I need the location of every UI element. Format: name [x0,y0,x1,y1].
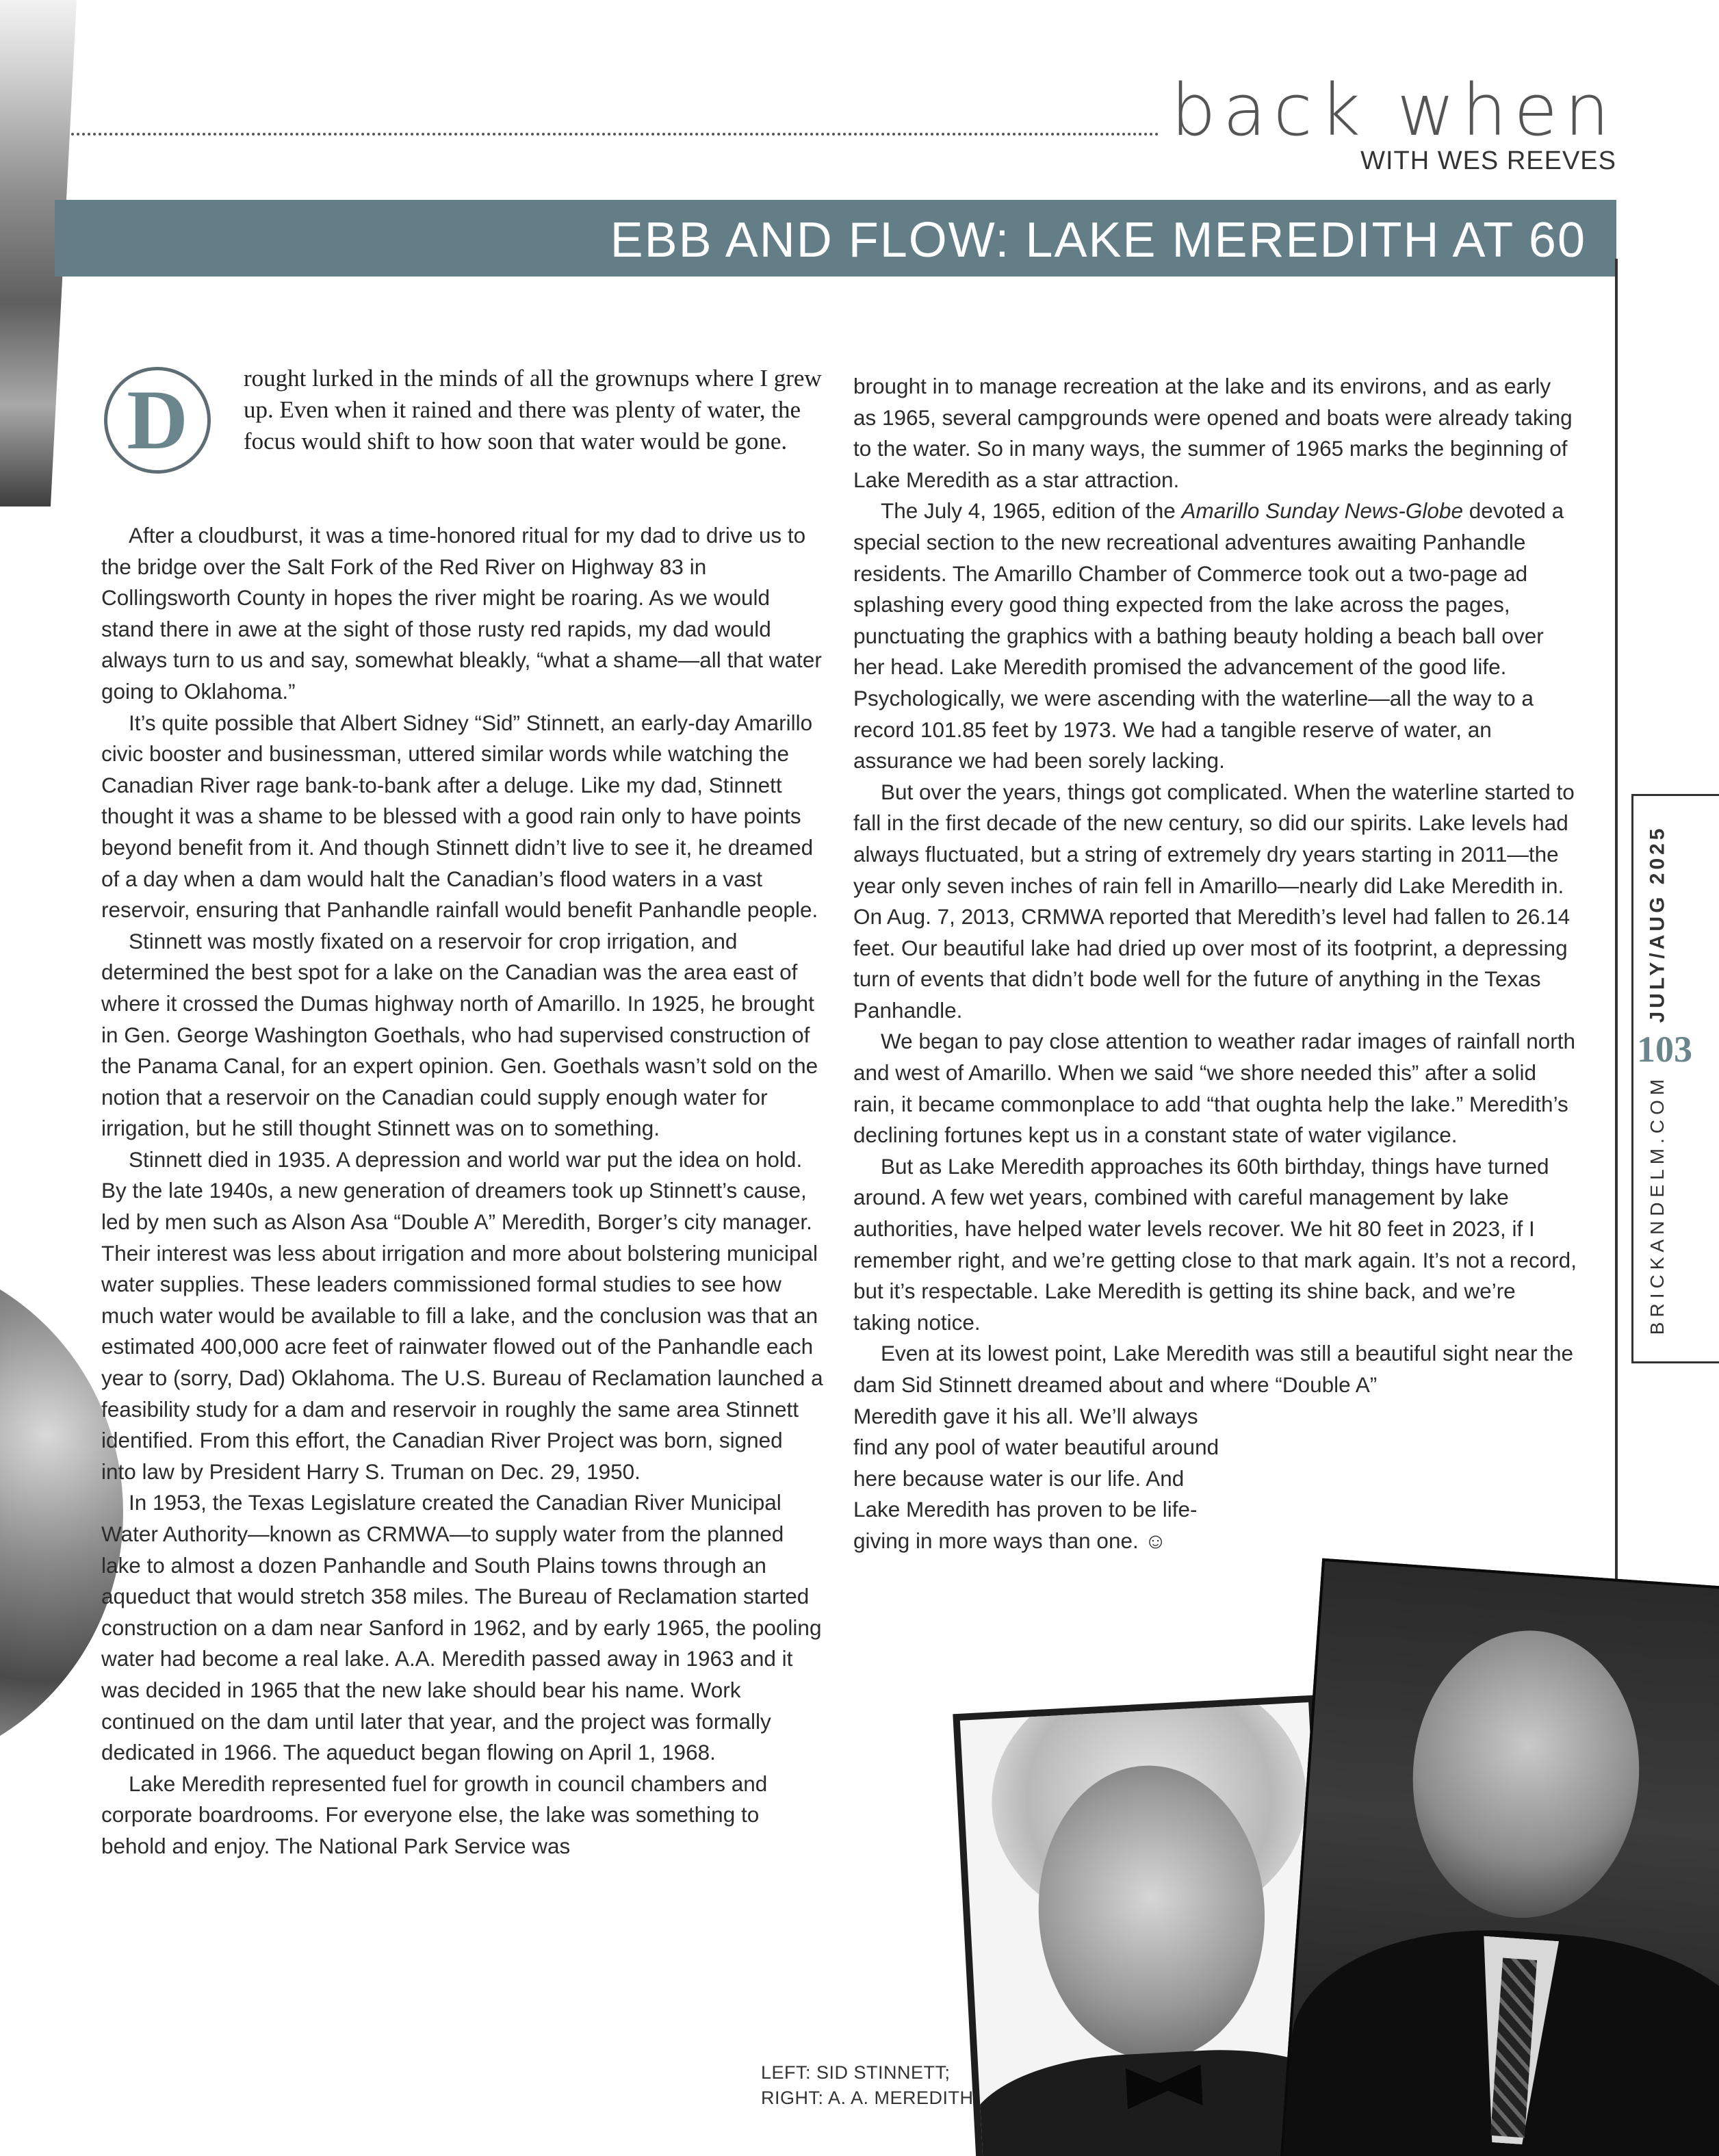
title-banner [55,200,1616,277]
paragraph [853,496,1579,776]
paragraph: Stinnett was mostly fixated on a reservoir for crop irrigation, and determined the best spot for a lake on the Canadian was the area east of where it crossed the Dumas highway north of Amarillo. In 1925, he brought in Gen. George Washington Goethals, who had supervised construction of the Panama Canal, for an expert opinion. Gen. Goethals wasn’t sold on the notion that a reservoir on the Canadian could supply enough water for irrigation, but he still thought Stinnett was on to something. [101,928,818,1141]
paragraph: But over the years, things got complicated. When the waterline started to fall in the first decade of the new century, so did our spirits. Lake levels had always fluctuated, but a string of extremely dry years starting in 2011—the year only seven inches of rain fell in Amarillo—nearly did Lake Meredith in. On Aug. 7, 2013, CRMWA reported that Meredith’s level had fallen to 26.14 feet. Our beautiful lake had dried up over most of its footprint, a depressing turn of events that didn’t bode well for the future of anything in the Texas Panhandle. [853,779,1575,1023]
paragraph: brought in to manage recreation at the lake and its environs, and as early as 1965, several campgrounds were opened and boats were already taking to the water. So in many ways, the summer of 1965 marks the beginning of Lake Meredith as a star attraction. [853,374,1573,492]
drop-cap: D [104,367,211,474]
end-mark-icon: ☺ [1144,1528,1167,1553]
paragraph [853,1401,1237,1557]
paragraph-text: Meredith gave it his all. We’ll always find any pool of water beautiful around here because water is our life. And Lake Meredith has proven to be life-giving in more ways than one. [853,1403,1219,1553]
paragraph: It’s quite possible that Albert Sidney “Sid” Stinnett, an early-day Amarillo civic booster and businessman, uttered similar words while watching the Canadian River rage bank-to-bank after a deluge. Like my dad, Stinnett thought it was a shame to be blessed with a good rain only to have points beyond benefit from it. And though Stinnett didn’t live to see it, he dreamed of a day when a dam would halt the Canadian’s flood waters in a vast reservoir, ensuring that Panhandle rainfall would benefit Panhandle people. [101,710,818,923]
paragraph: But as Lake Meredith approaches its 60th birthday, things have turned around. A few wet years, combined with careful management by lake authorities, have helped water levels recover. We hit 80 feet in 2023, if I remember right, and we’re getting close to that mark again. It’s not a record, but it’s respectable. Lake Meredith is getting its shine back, and we’re taking notice. [853,1153,1577,1335]
sid-stinnett-photo [953,1695,1339,2156]
paragraph: In 1953, the Texas Legislature created the Canadian River Municipal Water Authority—known as CRMWA—to supply water from the planned lake to almost a dozen Panhandle and South Plains towns through an aqueduct that would stretch 358 miles. The Bureau of Reclamation started construction on a dam near Sanford in 1962, and by early 1965, the pooling water had become a real lake. A.A. Meredith passed away in 1963 and it was decided in 1965 that the new lake should bear his name. Work continued on the dam until later that year, and the project was formally dedicated in 1966. The aqueduct began flowing on April 1, 1968. [101,1490,822,1765]
paragraph: We began to pay close attention to weather radar images of rainfall north and west of Amarillo. When we said “we shore needed this” after a solid rain, it became commonplace to add “that oughta help the lake.” Meredith’s declining fortunes kept us in a constant state of water vigilance. [853,1029,1576,1148]
aa-meredith-photo [1279,1558,1719,2156]
paragraph-text: devoted a special section to the new recreational adventures awaiting Panhandle residents. The Amarillo Chamber of Commerce took out a two-page ad splashing every good thing expected from the lake across the pages, punctuating the graphics with a bathing beauty holding a beach ball over her head. Lake Meredith promised the advancement of the good life. Psychologically, we were ascending with the waterline—all the way to a record 101.85 feet by 1973. We had a tangible reserve of water, an assurance we had been sorely lacking. [853,498,1564,773]
column-byline: WITH WES REEVES [1360,146,1616,175]
lede-text: rought lurked in the minds of all the grownups where I grew up. Even when it rained and there was plenty of water, the focus would shift to how soon that water would be gone. [244,365,822,454]
caption-line: LEFT: SID STINNETT; [761,2062,951,2083]
photo-caption [761,2060,974,2111]
dotted-divider [71,133,1159,136]
article-column-right [853,371,1579,1557]
article-lede [104,363,823,500]
article-title: EBB AND FLOW: LAKE MEREDITH AT 60 [610,213,1586,268]
section-kicker: back when [1170,68,1616,152]
page-number: 103 [1637,1029,1692,1070]
paragraph: After a cloudburst, it was a time-honored ritual for my dad to drive us to the bridge over the Salt Fork of the Red River on Highway 83 in Collingsworth County in hopes the river might be roaring. As we would stand there in awe at the sight of those rusty red rapids, my dad would always turn to us and say, somewhat bleakly, “what a shame—all that water going to Oklahoma.” [101,523,822,704]
paragraph: Even at its lowest point, Lake Meredith was still a beautiful sight near the dam Sid Stinnett dreamed about and where “Double A” [853,1341,1574,1397]
caption-line: RIGHT: A. A. MEREDITH [761,2088,974,2108]
article-column-left [101,520,823,1862]
paragraph: Lake Meredith represented fuel for growth in council chambers and corporate boardrooms. For everyone else, the lake was something to behold and enjoy. The National Park Service was [101,1771,768,1858]
paragraph: Stinnett died in 1935. A depression and world war put the idea on hold. By the late 1940s, a new generation of dreamers took up Stinnett’s cause, led by men such as Alson Asa “Double A” Meredith, Borger’s city manager. Their interest was less about irrigation and more about bolstering municipal water supplies. These leaders commissioned formal studies to see how much water would be available to fill a lake, and the conclusion was that an estimated 400,000 acre feet of rainwater flowed out of the Panhandle each year to (sorry, Dad) Oklahoma. The U.S. Bureau of Reclamation launched a feasibility study for a dam and reservoir in roughly the same area Stinnett identified. From this effort, the Canadian River Project was born, signed into law by President Harry S. Truman on Dec. 29, 1950. [101,1146,823,1484]
publication-name: Amarillo Sunday News-Globe [1181,498,1463,524]
issue-date: JULY/AUG 2025 [1646,825,1669,1023]
paragraph-text: The July 4, 1965, edition of the [881,498,1182,524]
website: BRICKANDELM.COM [1646,1074,1668,1335]
